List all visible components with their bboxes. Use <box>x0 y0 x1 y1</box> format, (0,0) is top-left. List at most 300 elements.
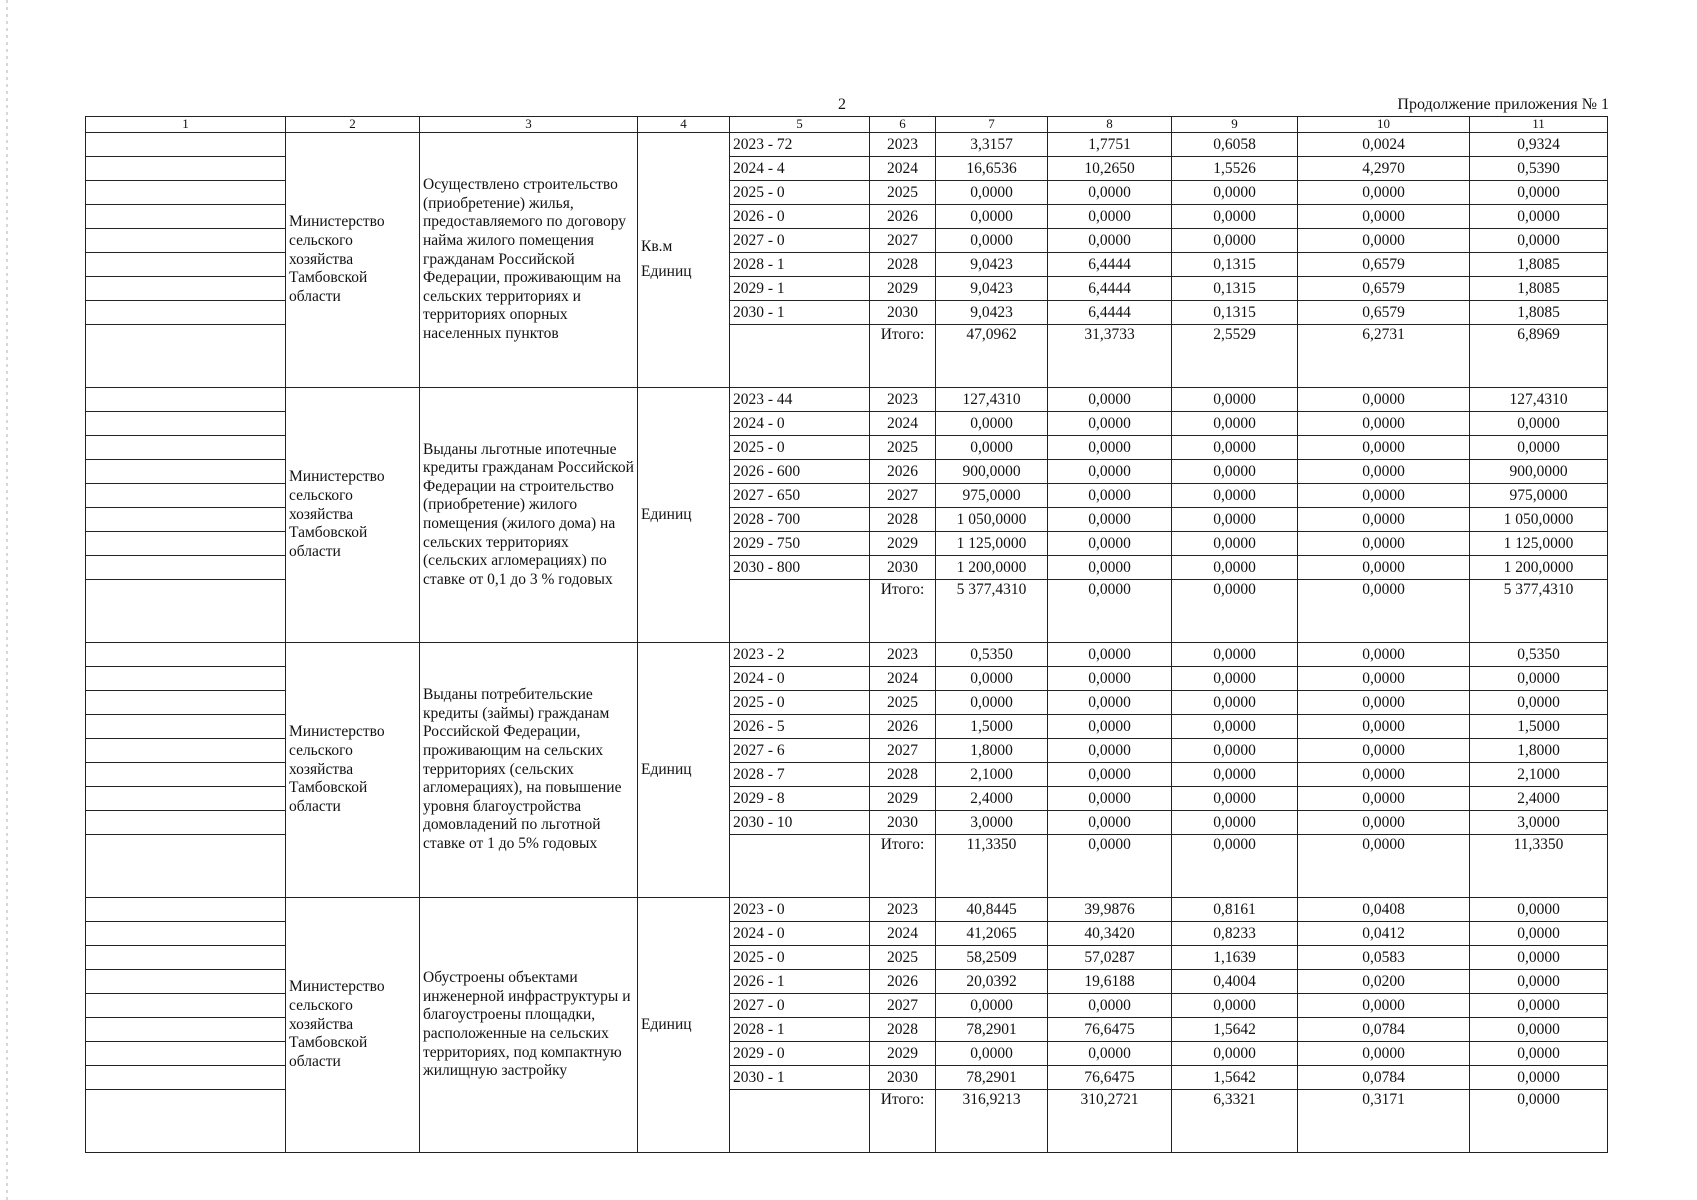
page-number: 2 <box>838 96 846 113</box>
year-cell: 2028 <box>870 507 936 531</box>
amount-c8: 0,0000 <box>1048 738 1172 762</box>
amount-c8: 76,6475 <box>1048 1017 1172 1041</box>
amount-c8: 0,0000 <box>1048 435 1172 459</box>
year-cell: 2024 <box>870 411 936 435</box>
amount-c9: 0,0000 <box>1172 387 1298 411</box>
amount-c9: 0,0000 <box>1172 690 1298 714</box>
amount-c7: 0,0000 <box>936 690 1048 714</box>
col-header-4: 4 <box>638 117 730 133</box>
amount-c8: 0,0000 <box>1048 993 1172 1017</box>
total-c9: 0,0000 <box>1172 579 1298 642</box>
program-cell <box>86 228 286 252</box>
year-cell: 2028 <box>870 762 936 786</box>
total-label: Итого: <box>870 324 936 387</box>
amount-c7: 0,0000 <box>936 666 1048 690</box>
program-cell <box>86 387 286 411</box>
total-label: Итого: <box>870 579 936 642</box>
result-description: Осуществлено строительство (приобретение) жилья, предоставляемого по договору найма жилого помещения гражданам Российской Федерации, проживающим на сельских территориях и территориях опорных населенных пунктов <box>420 132 638 387</box>
year-cell: 2029 <box>870 786 936 810</box>
amount-c10: 0,0408 <box>1298 897 1470 921</box>
total-c7: 316,9213 <box>936 1089 1048 1152</box>
amount-c9: 1,5642 <box>1172 1017 1298 1041</box>
amount-c10: 0,0000 <box>1298 411 1470 435</box>
program-cell <box>86 132 286 156</box>
amount-c8: 39,9876 <box>1048 897 1172 921</box>
program-cell <box>86 276 286 300</box>
amount-c9: 0,6058 <box>1172 132 1298 156</box>
amount-c10: 0,0583 <box>1298 945 1470 969</box>
amount-c7: 127,4310 <box>936 387 1048 411</box>
target-value: 2030 - 10 <box>730 810 870 834</box>
amount-c11: 0,0000 <box>1470 969 1608 993</box>
amount-c8: 0,0000 <box>1048 204 1172 228</box>
year-cell: 2023 <box>870 132 936 156</box>
unit-label: Единиц <box>641 1015 692 1033</box>
target-value-empty <box>730 579 870 642</box>
amount-c10: 0,0000 <box>1298 993 1470 1017</box>
amount-c9: 0,0000 <box>1172 738 1298 762</box>
program-cell <box>86 786 286 810</box>
amount-c9: 0,0000 <box>1172 180 1298 204</box>
program-cell <box>86 1089 286 1152</box>
amount-c10: 0,0200 <box>1298 969 1470 993</box>
program-cell <box>86 666 286 690</box>
amount-c9: 0,8161 <box>1172 897 1298 921</box>
amount-c8: 0,0000 <box>1048 180 1172 204</box>
amount-c11: 1 125,0000 <box>1470 531 1608 555</box>
total-c7: 47,0962 <box>936 324 1048 387</box>
amount-c10: 0,0000 <box>1298 531 1470 555</box>
amount-c7: 975,0000 <box>936 483 1048 507</box>
year-cell: 2027 <box>870 483 936 507</box>
year-cell: 2023 <box>870 387 936 411</box>
col-header-3: 3 <box>420 117 638 133</box>
program-cell <box>86 897 286 921</box>
program-cell <box>86 435 286 459</box>
amount-c10: 0,0000 <box>1298 1041 1470 1065</box>
amount-c11: 0,0000 <box>1470 993 1608 1017</box>
target-value: 2028 - 7 <box>730 762 870 786</box>
amount-c8: 0,0000 <box>1048 810 1172 834</box>
program-cell <box>86 555 286 579</box>
amount-c11: 0,0000 <box>1470 204 1608 228</box>
amount-c11: 1 200,0000 <box>1470 555 1608 579</box>
amount-c11: 0,0000 <box>1470 945 1608 969</box>
target-value-empty <box>730 324 870 387</box>
amount-c8: 0,0000 <box>1048 507 1172 531</box>
amount-c10: 0,0000 <box>1298 714 1470 738</box>
amount-c11: 127,4310 <box>1470 387 1608 411</box>
responsible-org: Министерство сельского хозяйства Тамбовской области <box>286 387 420 642</box>
target-value-empty <box>730 1089 870 1152</box>
target-value: 2024 - 0 <box>730 921 870 945</box>
year-cell: 2024 <box>870 921 936 945</box>
program-cell <box>86 1065 286 1089</box>
program-cell <box>86 156 286 180</box>
appendix-caption: Продолжение приложения № 1 <box>1397 96 1609 113</box>
target-value: 2024 - 0 <box>730 666 870 690</box>
amount-c8: 6,4444 <box>1048 300 1172 324</box>
target-value: 2029 - 0 <box>730 1041 870 1065</box>
result-description: Обустроены объектами инженерной инфраструктуры и благоустроены площадки, расположенные на сельских территориях, под компактную жилищную застройку <box>420 897 638 1152</box>
amount-c8: 0,0000 <box>1048 1041 1172 1065</box>
target-value: 2023 - 44 <box>730 387 870 411</box>
amount-c9: 0,0000 <box>1172 531 1298 555</box>
amount-c10: 0,0000 <box>1298 435 1470 459</box>
year-cell: 2025 <box>870 945 936 969</box>
amount-c9: 1,1639 <box>1172 945 1298 969</box>
amount-c11: 975,0000 <box>1470 483 1608 507</box>
program-cell <box>86 810 286 834</box>
target-value: 2027 - 6 <box>730 738 870 762</box>
amount-c7: 0,5350 <box>936 642 1048 666</box>
amount-c7: 0,0000 <box>936 180 1048 204</box>
amount-c10: 0,0000 <box>1298 555 1470 579</box>
amount-c7: 1 050,0000 <box>936 507 1048 531</box>
amount-c8: 19,6188 <box>1048 969 1172 993</box>
amount-c10: 0,0000 <box>1298 459 1470 483</box>
amount-c7: 9,0423 <box>936 300 1048 324</box>
result-description: Выданы льготные ипотечные кредиты гражданам Российской Федерации на строительство (приобретение) жилого помещения (жилого дома) на сельских территориях (сельских агломерациях) по ставке от 0,1 до 3 % годовых <box>420 387 638 642</box>
amount-c7: 2,1000 <box>936 762 1048 786</box>
amount-c11: 0,0000 <box>1470 897 1608 921</box>
total-c8: 0,0000 <box>1048 834 1172 897</box>
amount-c10: 0,0784 <box>1298 1065 1470 1089</box>
target-value: 2025 - 0 <box>730 180 870 204</box>
program-cell <box>86 411 286 435</box>
amount-c8: 0,0000 <box>1048 555 1172 579</box>
table-body <box>86 132 1608 1152</box>
total-c10: 0,3171 <box>1298 1089 1470 1152</box>
amount-c11: 900,0000 <box>1470 459 1608 483</box>
unit-of-measure <box>638 387 730 642</box>
amount-c10: 0,0000 <box>1298 690 1470 714</box>
year-cell: 2025 <box>870 690 936 714</box>
target-value: 2024 - 0 <box>730 411 870 435</box>
year-cell: 2026 <box>870 204 936 228</box>
total-c9: 0,0000 <box>1172 834 1298 897</box>
amount-c11: 1,8085 <box>1470 276 1608 300</box>
amount-c9: 1,5526 <box>1172 156 1298 180</box>
target-value: 2025 - 0 <box>730 435 870 459</box>
responsible-org: Министерство сельского хозяйства Тамбовской области <box>286 132 420 387</box>
year-cell: 2029 <box>870 531 936 555</box>
total-c11: 11,3350 <box>1470 834 1608 897</box>
amount-c11: 0,0000 <box>1470 1017 1608 1041</box>
amount-c10: 0,0000 <box>1298 387 1470 411</box>
total-c8: 0,0000 <box>1048 579 1172 642</box>
amount-c10: 0,0000 <box>1298 786 1470 810</box>
amount-c8: 0,0000 <box>1048 690 1172 714</box>
year-cell: 2023 <box>870 897 936 921</box>
total-c10: 0,0000 <box>1298 834 1470 897</box>
amount-c11: 1,8085 <box>1470 252 1608 276</box>
amount-c9: 0,8233 <box>1172 921 1298 945</box>
amount-c9: 0,0000 <box>1172 642 1298 666</box>
amount-c8: 76,6475 <box>1048 1065 1172 1089</box>
amount-c7: 9,0423 <box>936 276 1048 300</box>
program-cell <box>86 252 286 276</box>
amount-c10: 0,0000 <box>1298 810 1470 834</box>
amount-c8: 0,0000 <box>1048 411 1172 435</box>
col-header-1: 1 <box>86 117 286 133</box>
amount-c10: 0,0000 <box>1298 507 1470 531</box>
amount-c11: 2,4000 <box>1470 786 1608 810</box>
target-value: 2025 - 0 <box>730 945 870 969</box>
year-cell: 2030 <box>870 810 936 834</box>
program-cell <box>86 945 286 969</box>
total-label: Итого: <box>870 834 936 897</box>
program-cell <box>86 324 286 387</box>
program-cell <box>86 714 286 738</box>
program-cell <box>86 1017 286 1041</box>
program-cell <box>86 1041 286 1065</box>
amount-c7: 20,0392 <box>936 969 1048 993</box>
target-value: 2025 - 0 <box>730 690 870 714</box>
program-cell <box>86 993 286 1017</box>
amount-c7: 40,8445 <box>936 897 1048 921</box>
amount-c7: 2,4000 <box>936 786 1048 810</box>
scan-edge-rule <box>6 0 8 1200</box>
col-header-8: 8 <box>1048 117 1172 133</box>
target-value: 2023 - 2 <box>730 642 870 666</box>
amount-c7: 0,0000 <box>936 204 1048 228</box>
target-value: 2028 - 700 <box>730 507 870 531</box>
amount-c10: 0,0000 <box>1298 228 1470 252</box>
amount-c11: 0,0000 <box>1470 690 1608 714</box>
amount-c11: 0,0000 <box>1470 666 1608 690</box>
year-cell: 2028 <box>870 252 936 276</box>
amount-c9: 0,0000 <box>1172 993 1298 1017</box>
amount-c7: 0,0000 <box>936 993 1048 1017</box>
year-cell: 2024 <box>870 666 936 690</box>
amount-c7: 16,6536 <box>936 156 1048 180</box>
amount-c7: 3,0000 <box>936 810 1048 834</box>
program-cell <box>86 204 286 228</box>
col-header-6: 6 <box>870 117 936 133</box>
amount-c11: 3,0000 <box>1470 810 1608 834</box>
year-cell: 2023 <box>870 642 936 666</box>
col-header-10: 10 <box>1298 117 1470 133</box>
amount-c9: 0,0000 <box>1172 483 1298 507</box>
program-table <box>85 116 1608 1153</box>
program-cell <box>86 507 286 531</box>
col-header-5: 5 <box>730 117 870 133</box>
target-value: 2027 - 650 <box>730 483 870 507</box>
target-value: 2028 - 1 <box>730 252 870 276</box>
amount-c7: 58,2509 <box>936 945 1048 969</box>
amount-c7: 900,0000 <box>936 459 1048 483</box>
amount-c10: 0,0000 <box>1298 483 1470 507</box>
year-cell: 2029 <box>870 276 936 300</box>
amount-c10: 0,0000 <box>1298 738 1470 762</box>
total-c7: 11,3350 <box>936 834 1048 897</box>
amount-c9: 0,0000 <box>1172 714 1298 738</box>
unit-label: Кв.м <box>641 238 673 256</box>
result-description: Выданы потребительские кредиты (займы) гражданам Российской Федерации, проживающим на сельских территориях (сельских агломерациях), на повышение уровня благоустройства домовладений по льготной ставке от 1 до 5% годовых <box>420 642 638 897</box>
amount-c10: 0,0000 <box>1298 204 1470 228</box>
amount-c7: 41,2065 <box>936 921 1048 945</box>
year-cell: 2030 <box>870 300 936 324</box>
target-value: 2029 - 8 <box>730 786 870 810</box>
amount-c7: 1 200,0000 <box>936 555 1048 579</box>
program-cell <box>86 969 286 993</box>
total-c10: 6,2731 <box>1298 324 1470 387</box>
amount-c8: 0,0000 <box>1048 786 1172 810</box>
year-cell: 2028 <box>870 1017 936 1041</box>
program-cell <box>86 690 286 714</box>
amount-c7: 0,0000 <box>936 228 1048 252</box>
amount-c7: 1 125,0000 <box>936 531 1048 555</box>
amount-c9: 0,0000 <box>1172 228 1298 252</box>
program-cell <box>86 921 286 945</box>
amount-c11: 1 050,0000 <box>1470 507 1608 531</box>
total-c8: 31,3733 <box>1048 324 1172 387</box>
unit-of-measure <box>638 642 730 897</box>
amount-c7: 1,8000 <box>936 738 1048 762</box>
year-cell: 2026 <box>870 714 936 738</box>
amount-c8: 57,0287 <box>1048 945 1172 969</box>
amount-c9: 0,0000 <box>1172 459 1298 483</box>
amount-c8: 0,0000 <box>1048 714 1172 738</box>
target-value: 2028 - 1 <box>730 1017 870 1041</box>
amount-c8: 0,0000 <box>1048 387 1172 411</box>
year-cell: 2027 <box>870 738 936 762</box>
amount-c8: 0,0000 <box>1048 762 1172 786</box>
total-c11: 0,0000 <box>1470 1089 1608 1152</box>
amount-c9: 1,5642 <box>1172 1065 1298 1089</box>
program-cell <box>86 834 286 897</box>
unit-label: Единиц <box>641 262 692 280</box>
amount-c9: 0,1315 <box>1172 252 1298 276</box>
amount-c10: 4,2970 <box>1298 156 1470 180</box>
target-value: 2026 - 1 <box>730 969 870 993</box>
unit-of-measure <box>638 132 730 387</box>
program-cell <box>86 762 286 786</box>
table-row <box>86 642 1608 666</box>
amount-c8: 0,0000 <box>1048 228 1172 252</box>
unit-of-measure <box>638 897 730 1152</box>
amount-c9: 0,0000 <box>1172 555 1298 579</box>
amount-c11: 1,8085 <box>1470 300 1608 324</box>
amount-c8: 40,3420 <box>1048 921 1172 945</box>
target-value: 2030 - 1 <box>730 1065 870 1089</box>
amount-c10: 0,0412 <box>1298 921 1470 945</box>
target-value: 2024 - 4 <box>730 156 870 180</box>
total-label: Итого: <box>870 1089 936 1152</box>
amount-c7: 0,0000 <box>936 411 1048 435</box>
amount-c11: 0,5390 <box>1470 156 1608 180</box>
amount-c7: 78,2901 <box>936 1065 1048 1089</box>
amount-c7: 0,0000 <box>936 1041 1048 1065</box>
year-cell: 2026 <box>870 969 936 993</box>
amount-c10: 0,0000 <box>1298 666 1470 690</box>
year-cell: 2027 <box>870 228 936 252</box>
target-value: 2029 - 1 <box>730 276 870 300</box>
target-value: 2029 - 750 <box>730 531 870 555</box>
amount-c11: 1,8000 <box>1470 738 1608 762</box>
amount-c11: 0,0000 <box>1470 435 1608 459</box>
column-number-row <box>86 117 1608 133</box>
amount-c9: 0,0000 <box>1172 204 1298 228</box>
total-c11: 5 377,4310 <box>1470 579 1608 642</box>
amount-c9: 0,0000 <box>1172 666 1298 690</box>
amount-c8: 0,0000 <box>1048 483 1172 507</box>
program-cell <box>86 300 286 324</box>
target-value: 2026 - 0 <box>730 204 870 228</box>
amount-c10: 0,6579 <box>1298 300 1470 324</box>
target-value: 2026 - 600 <box>730 459 870 483</box>
amount-c11: 0,0000 <box>1470 1065 1608 1089</box>
target-value: 2030 - 1 <box>730 300 870 324</box>
program-cell <box>86 738 286 762</box>
amount-c7: 78,2901 <box>936 1017 1048 1041</box>
program-cell <box>86 579 286 642</box>
amount-c9: 0,0000 <box>1172 810 1298 834</box>
program-cell <box>86 642 286 666</box>
year-cell: 2030 <box>870 1065 936 1089</box>
amount-c9: 0,0000 <box>1172 507 1298 531</box>
amount-c9: 0,0000 <box>1172 786 1298 810</box>
total-c8: 310,2721 <box>1048 1089 1172 1152</box>
amount-c9: 0,0000 <box>1172 1041 1298 1065</box>
amount-c9: 0,0000 <box>1172 435 1298 459</box>
target-value: 2027 - 0 <box>730 993 870 1017</box>
amount-c11: 0,0000 <box>1470 411 1608 435</box>
responsible-org: Министерство сельского хозяйства Тамбовской области <box>286 897 420 1152</box>
amount-c11: 0,5350 <box>1470 642 1608 666</box>
year-cell: 2029 <box>870 1041 936 1065</box>
amount-c9: 0,0000 <box>1172 762 1298 786</box>
program-cell <box>86 459 286 483</box>
year-cell: 2027 <box>870 993 936 1017</box>
year-cell: 2025 <box>870 435 936 459</box>
col-header-7: 7 <box>936 117 1048 133</box>
amount-c8: 6,4444 <box>1048 252 1172 276</box>
unit-label: Единиц <box>641 760 692 778</box>
amount-c9: 0,4004 <box>1172 969 1298 993</box>
amount-c10: 0,0000 <box>1298 762 1470 786</box>
amount-c9: 0,1315 <box>1172 300 1298 324</box>
total-c11: 6,8969 <box>1470 324 1608 387</box>
amount-c11: 0,9324 <box>1470 132 1608 156</box>
target-value-empty <box>730 834 870 897</box>
amount-c7: 1,5000 <box>936 714 1048 738</box>
amount-c8: 0,0000 <box>1048 666 1172 690</box>
amount-c10: 0,0784 <box>1298 1017 1470 1041</box>
amount-c7: 9,0423 <box>936 252 1048 276</box>
table-row <box>86 132 1608 156</box>
target-value: 2023 - 72 <box>730 132 870 156</box>
amount-c11: 0,0000 <box>1470 921 1608 945</box>
total-c7: 5 377,4310 <box>936 579 1048 642</box>
amount-c9: 0,1315 <box>1172 276 1298 300</box>
year-cell: 2025 <box>870 180 936 204</box>
amount-c11: 1,5000 <box>1470 714 1608 738</box>
amount-c11: 2,1000 <box>1470 762 1608 786</box>
amount-c8: 10,2650 <box>1048 156 1172 180</box>
col-header-2: 2 <box>286 117 420 133</box>
unit-label: Единиц <box>641 505 692 523</box>
amount-c8: 0,0000 <box>1048 531 1172 555</box>
program-cell <box>86 483 286 507</box>
year-cell: 2024 <box>870 156 936 180</box>
amount-c10: 0,6579 <box>1298 252 1470 276</box>
responsible-org: Министерство сельского хозяйства Тамбовской области <box>286 642 420 897</box>
amount-c8: 6,4444 <box>1048 276 1172 300</box>
amount-c10: 0,6579 <box>1298 276 1470 300</box>
amount-c7: 3,3157 <box>936 132 1048 156</box>
